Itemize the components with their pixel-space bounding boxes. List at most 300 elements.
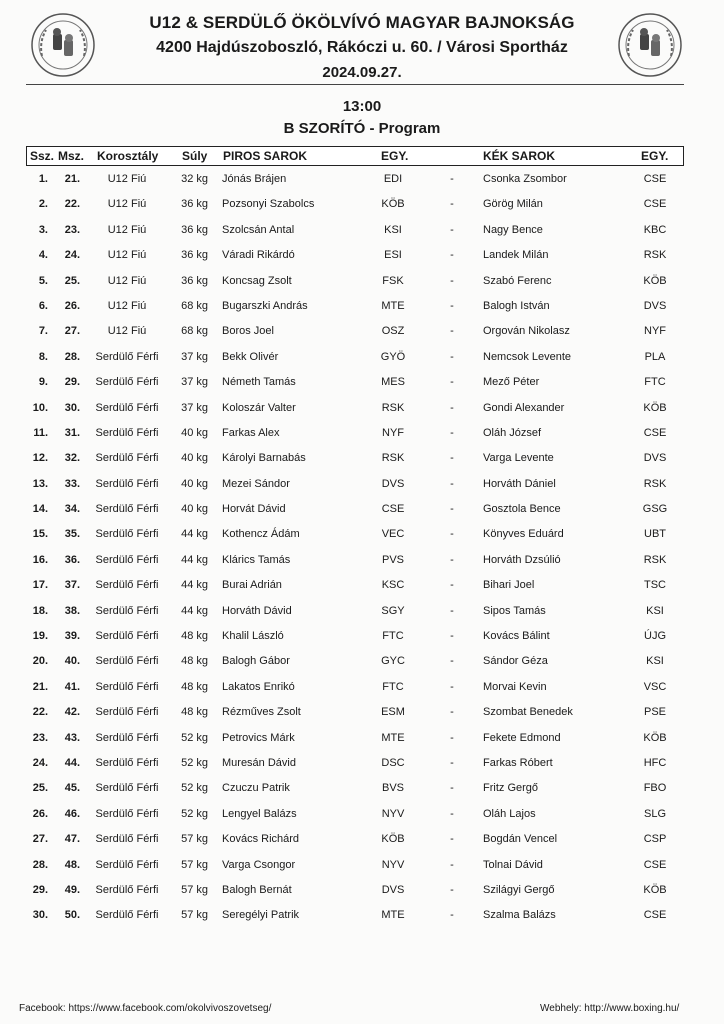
red-corner-boxer: Pozsonyi Szabolcs: [222, 198, 315, 211]
table-row: [0, 367, 724, 392]
age-category: Serdülő Férfi: [95, 604, 159, 617]
weight-class: 37 kg: [181, 376, 208, 389]
red-corner-club: ESM: [381, 706, 405, 719]
table-row: [0, 316, 724, 341]
age-category: U12 Fiú: [107, 249, 147, 262]
blue-corner-boxer: Kovács Bálint: [483, 630, 550, 643]
red-corner-boxer: Farkas Alex: [222, 426, 280, 439]
weight-class: 36 kg: [181, 274, 208, 287]
age-category: U12 Fiú: [107, 325, 147, 338]
red-corner-boxer: Varga Csongor: [222, 858, 296, 871]
red-corner-club: MTE: [381, 299, 405, 312]
blue-corner-club: CSE: [643, 858, 667, 871]
match-number: 32.: [64, 452, 80, 465]
red-corner-club: FTC: [382, 630, 404, 643]
age-category: Serdülő Férfi: [95, 782, 159, 795]
match-number: 39.: [64, 630, 80, 643]
age-category: Serdülő Férfi: [95, 528, 159, 541]
bout-number: 7.: [38, 325, 48, 338]
bout-number: 29.: [32, 883, 48, 896]
blue-corner-club: KÖB: [643, 401, 667, 414]
table-row: [0, 494, 724, 519]
bout-number: 1.: [38, 173, 48, 185]
table-row: [0, 164, 724, 189]
table-row: [0, 596, 724, 621]
match-number: 25.: [64, 274, 80, 287]
table-row: [0, 748, 724, 773]
table-row: [0, 875, 724, 900]
table-row: [0, 418, 724, 443]
red-corner-club: MTE: [381, 909, 405, 922]
weight-class: 40 kg: [181, 426, 208, 439]
blue-corner-boxer: Morvai Kevin: [483, 680, 547, 693]
bout-number: 8.: [38, 350, 48, 363]
red-corner-boxer: Klárics Tamás: [222, 553, 291, 566]
match-number: 37.: [64, 579, 80, 592]
weight-class: 48 kg: [181, 680, 208, 693]
age-category: U12 Fiú: [107, 274, 147, 287]
vs-separator: -: [450, 528, 454, 541]
vs-separator: -: [450, 680, 454, 693]
weight-class: 52 kg: [181, 807, 208, 820]
blue-corner-boxer: Gondi Alexander: [483, 401, 565, 414]
red-corner-boxer: Jónás Brájen: [222, 173, 287, 185]
blue-corner-boxer: Mező Péter: [483, 376, 540, 389]
bout-number: 5.: [38, 274, 48, 287]
age-category: U12 Fiú: [107, 299, 147, 312]
match-number: 24.: [64, 249, 80, 262]
match-number: 35.: [64, 528, 80, 541]
blue-corner-club: PSE: [643, 706, 666, 719]
age-category: Serdülő Férfi: [95, 909, 159, 922]
vs-separator: -: [450, 909, 454, 922]
match-number: 26.: [64, 299, 80, 312]
red-corner-club: MTE: [381, 731, 405, 744]
vs-separator: -: [450, 503, 454, 516]
table-row: [0, 266, 724, 291]
table-row: [0, 519, 724, 544]
red-corner-boxer: Muresán Dávid: [222, 756, 296, 769]
vs-separator: -: [450, 452, 454, 465]
blue-corner-club: KSI: [646, 655, 664, 668]
blue-corner-club: UBT: [644, 528, 666, 541]
col-egy-red: EGY.: [381, 149, 409, 163]
blue-corner-boxer: Szombat Benedek: [483, 706, 573, 719]
table-row: [0, 342, 724, 367]
col-msz: Msz.: [58, 149, 85, 163]
age-category: U12 Fiú: [107, 198, 147, 211]
red-corner-boxer: Czuczu Patrik: [222, 782, 290, 795]
vs-separator: -: [450, 198, 454, 211]
bout-number: 22.: [32, 706, 48, 719]
red-corner-boxer: Lakatos Enrikó: [222, 680, 295, 693]
match-number: 38.: [64, 604, 80, 617]
blue-corner-boxer: Tolnai Dávid: [483, 858, 543, 871]
bout-number: 11.: [33, 426, 48, 439]
age-category: Serdülő Férfi: [95, 706, 159, 719]
age-category: Serdülő Férfi: [95, 883, 159, 896]
red-corner-boxer: Németh Tamás: [222, 376, 296, 389]
vs-separator: -: [450, 249, 454, 262]
blue-corner-boxer: Szabó Ferenc: [483, 274, 552, 287]
weight-class: 40 kg: [181, 503, 208, 516]
red-corner-club: PVS: [381, 553, 404, 566]
age-category: U12 Fiú: [107, 223, 147, 236]
blue-corner-boxer: Nemcsok Levente: [483, 350, 572, 363]
table-row: [0, 393, 724, 418]
red-corner-club: FSK: [382, 274, 404, 287]
bout-number: 21.: [32, 680, 48, 693]
blue-corner-club: CSE: [643, 426, 667, 439]
bout-number: 16.: [32, 553, 48, 566]
col-egy-blue: EGY.: [641, 149, 669, 163]
vs-separator: -: [450, 731, 454, 744]
match-number: 43.: [64, 731, 80, 744]
match-number: 40.: [64, 655, 80, 668]
match-number: 21.: [64, 173, 80, 185]
blue-corner-boxer: Gosztola Bence: [483, 503, 561, 516]
red-corner-club: GYC: [381, 655, 405, 668]
blue-corner-boxer: Horváth Dzsúlió: [483, 553, 561, 566]
red-corner-boxer: Lengyel Balázs: [222, 807, 297, 820]
bout-number: 6.: [38, 299, 48, 312]
blue-corner-boxer: Bogdán Vencel: [483, 833, 558, 846]
blue-corner-club: CSE: [643, 198, 667, 211]
blue-corner-boxer: Szalma Balázs: [483, 909, 556, 922]
bout-number: 9.: [38, 376, 48, 389]
red-corner-boxer: Balogh Bernát: [222, 883, 292, 896]
blue-corner-club: DVS: [643, 452, 667, 465]
match-number: 47.: [64, 833, 80, 846]
blue-corner-boxer: Farkas Róbert: [483, 756, 553, 769]
table-row: [0, 545, 724, 570]
red-corner-boxer: Petrovics Márk: [222, 731, 295, 744]
vs-separator: -: [450, 299, 454, 312]
red-corner-boxer: Koncsag Zsolt: [222, 274, 292, 287]
vs-separator: -: [450, 350, 454, 363]
vs-separator: -: [450, 858, 454, 871]
red-corner-club: NYV: [381, 858, 405, 871]
red-corner-club: VEC: [381, 528, 405, 541]
bout-number: 30.: [32, 909, 48, 922]
table-row: [0, 723, 724, 748]
blue-corner-club: RSK: [643, 553, 667, 566]
match-number: 28.: [64, 350, 80, 363]
bout-number: 25.: [32, 782, 48, 795]
vs-separator: -: [450, 604, 454, 617]
match-number: 50.: [64, 909, 80, 922]
red-corner-club: MES: [381, 376, 405, 389]
red-corner-club: KÖB: [381, 198, 405, 211]
age-category: Serdülő Férfi: [95, 452, 159, 465]
match-number: 30.: [64, 401, 80, 414]
table-row: [0, 570, 724, 595]
weight-class: 44 kg: [181, 604, 208, 617]
age-category: Serdülő Férfi: [95, 630, 159, 643]
vs-separator: -: [450, 376, 454, 389]
weight-class: 57 kg: [181, 883, 208, 896]
vs-separator: -: [450, 401, 454, 414]
blue-corner-boxer: Könyves Eduárd: [483, 528, 564, 541]
red-corner-club: KÖB: [381, 833, 405, 846]
blue-corner-boxer: Balogh István: [483, 299, 550, 312]
red-corner-boxer: Seregélyi Patrik: [222, 909, 300, 922]
weight-class: 44 kg: [181, 553, 208, 566]
weight-class: 44 kg: [181, 528, 208, 541]
weight-class: 48 kg: [181, 655, 208, 668]
red-corner-boxer: Rézműves Zsolt: [222, 706, 301, 719]
blue-corner-club: RSK: [643, 249, 667, 262]
vs-separator: -: [450, 579, 454, 592]
red-corner-boxer: Károlyi Barnabás: [222, 452, 306, 465]
col-piros-sarok: PIROS SAROK: [223, 149, 308, 163]
blue-corner-club: HFC: [643, 756, 667, 769]
blue-corner-club: PLA: [644, 350, 666, 363]
age-category: Serdülő Férfi: [95, 858, 159, 871]
red-corner-boxer: Kothencz Ádám: [222, 528, 300, 541]
red-corner-club: DSC: [381, 756, 405, 769]
table-row: [0, 773, 724, 798]
blue-corner-club: RSK: [643, 477, 667, 490]
weight-class: 44 kg: [181, 579, 208, 592]
bout-number: 27.: [32, 833, 48, 846]
red-corner-club: NYV: [381, 807, 405, 820]
age-category: Serdülő Férfi: [95, 756, 159, 769]
vs-separator: -: [450, 274, 454, 287]
age-category: Serdülő Férfi: [95, 350, 159, 363]
session-time: 13:00: [342, 98, 382, 115]
col-suly: Súly: [182, 149, 208, 163]
age-category: U12 Fiú: [107, 173, 147, 185]
vs-separator: -: [450, 883, 454, 896]
red-corner-boxer: Koloszár Valter: [222, 401, 296, 414]
bout-number: 24.: [32, 756, 48, 769]
match-number: 41.: [64, 680, 80, 693]
red-corner-club: SGY: [381, 604, 405, 617]
weight-class: 36 kg: [181, 249, 208, 262]
header-divider: [26, 84, 684, 85]
weight-class: 52 kg: [181, 782, 208, 795]
weight-class: 57 kg: [181, 833, 208, 846]
red-corner-club: GYÖ: [380, 350, 406, 363]
table-row: [0, 443, 724, 468]
table-row: [0, 291, 724, 316]
vs-separator: -: [450, 223, 454, 236]
red-corner-boxer: Khalil László: [222, 630, 284, 643]
blue-corner-club: KSI: [646, 604, 664, 617]
red-corner-club: EDI: [383, 173, 403, 185]
bout-number: 28.: [32, 858, 48, 871]
match-number: 31.: [64, 426, 80, 439]
age-category: Serdülő Férfi: [95, 477, 159, 490]
table-row: [0, 799, 724, 824]
red-corner-boxer: Szolcsán Antal: [222, 223, 295, 236]
bout-number: 15.: [32, 528, 48, 541]
vs-separator: -: [450, 325, 454, 338]
age-category: Serdülő Férfi: [95, 680, 159, 693]
vs-separator: -: [450, 756, 454, 769]
weight-class: 48 kg: [181, 706, 208, 719]
blue-corner-boxer: Horváth Dániel: [483, 477, 556, 490]
blue-corner-boxer: Oláh Lajos: [483, 807, 536, 820]
table-header: [26, 146, 684, 166]
vs-separator: -: [450, 807, 454, 820]
blue-corner-club: FTC: [644, 376, 666, 389]
age-category: Serdülő Férfi: [95, 553, 159, 566]
vs-separator: -: [450, 477, 454, 490]
blue-corner-club: ÚJG: [644, 630, 666, 643]
vs-separator: -: [450, 553, 454, 566]
red-corner-club: RSK: [381, 401, 405, 414]
match-number: 27.: [64, 325, 80, 338]
match-number: 49.: [64, 883, 80, 896]
vs-separator: -: [450, 706, 454, 719]
bout-number: 14.: [32, 503, 48, 516]
red-corner-boxer: Bekk Olivér: [222, 350, 279, 363]
blue-corner-club: KÖB: [643, 731, 667, 744]
table-row: [0, 240, 724, 265]
red-corner-club: BVS: [381, 782, 404, 795]
red-corner-boxer: Kovács Richárd: [222, 833, 300, 846]
weight-class: 57 kg: [181, 909, 208, 922]
vs-separator: -: [450, 630, 454, 643]
table-row: [0, 215, 724, 240]
red-corner-club: FTC: [382, 680, 404, 693]
championship-title: U12 & SERDÜLŐ ÖKÖLVÍVÓ MAGYAR BAJNOKSÁG: [149, 13, 575, 32]
table-row: [0, 646, 724, 671]
venue-address: 4200 Hajdúszoboszló, Rákóczi u. 60. / Városi Sportház: [156, 39, 568, 56]
weight-class: 32 kg: [181, 173, 208, 185]
age-category: Serdülő Férfi: [95, 426, 159, 439]
bout-number: 23.: [32, 731, 48, 744]
age-category: Serdülő Férfi: [95, 655, 159, 668]
blue-corner-boxer: Sipos Tamás: [483, 604, 546, 617]
red-corner-club: KSI: [384, 223, 402, 236]
age-category: Serdülő Férfi: [95, 503, 159, 516]
blue-corner-boxer: Görög Milán: [483, 198, 543, 211]
bout-number: 10.: [32, 401, 48, 414]
red-corner-club: DVS: [381, 477, 405, 490]
match-number: 23.: [64, 223, 80, 236]
vs-separator: -: [450, 655, 454, 668]
blue-corner-club: TSC: [644, 579, 666, 592]
weight-class: 68 kg: [181, 299, 208, 312]
vs-separator: -: [450, 173, 454, 185]
red-corner-club: OSZ: [381, 325, 405, 338]
weight-class: 40 kg: [181, 477, 208, 490]
blue-corner-club: VSC: [643, 680, 667, 693]
age-category: Serdülő Férfi: [95, 731, 159, 744]
age-category: Serdülő Férfi: [95, 401, 159, 414]
red-corner-club: KSC: [381, 579, 405, 592]
bout-number: 17.: [32, 579, 48, 592]
blue-corner-boxer: Szilágyi Gergő: [483, 883, 555, 896]
bout-number: 3.: [38, 223, 48, 236]
blue-corner-club: FBO: [643, 782, 667, 795]
red-corner-boxer: Boros Joel: [222, 325, 274, 338]
match-number: 45.: [64, 782, 80, 795]
bout-number: 19.: [32, 630, 48, 643]
weight-class: 57 kg: [181, 858, 208, 871]
match-number: 48.: [64, 858, 80, 871]
match-number: 29.: [64, 376, 80, 389]
age-category: Serdülő Férfi: [95, 376, 159, 389]
table-row: [0, 697, 724, 722]
vs-separator: -: [450, 426, 454, 439]
col-ssz: Ssz.: [30, 149, 55, 163]
col-korosztaly: Korosztály: [97, 149, 159, 163]
blue-corner-club: NYF: [644, 325, 666, 338]
blue-corner-club: CSE: [643, 173, 667, 185]
table-row: [0, 672, 724, 697]
red-corner-boxer: Bugarszki András: [222, 299, 308, 312]
match-number: 44.: [64, 756, 80, 769]
red-corner-boxer: Horvát Dávid: [222, 503, 286, 516]
match-number: 42.: [64, 706, 80, 719]
bout-number: 4.: [38, 249, 48, 262]
red-corner-boxer: Horváth Dávid: [222, 604, 292, 617]
match-number: 22.: [64, 198, 80, 211]
bout-number: 2.: [38, 198, 48, 211]
bout-list: [0, 164, 724, 926]
blue-corner-club: GSG: [642, 503, 668, 516]
website-link[interactable]: Webhely: http://www.boxing.hu/: [540, 1003, 680, 1014]
weight-class: 37 kg: [181, 350, 208, 363]
blue-corner-club: KBC: [643, 223, 667, 236]
table-row: [0, 621, 724, 646]
match-number: 36.: [64, 553, 80, 566]
blue-corner-boxer: Fritz Gergő: [483, 782, 539, 795]
age-category: Serdülő Férfi: [95, 833, 159, 846]
table-row: [0, 469, 724, 494]
vs-separator: -: [450, 833, 454, 846]
table-row: [0, 900, 724, 925]
vs-separator: -: [450, 782, 454, 795]
bout-number: 18.: [32, 604, 48, 617]
blue-corner-club: CSE: [643, 909, 667, 922]
weight-class: 37 kg: [181, 401, 208, 414]
col-kek-sarok: KÉK SAROK: [483, 149, 556, 163]
match-number: 34.: [64, 503, 80, 516]
age-category: Serdülő Férfi: [95, 807, 159, 820]
weight-class: 52 kg: [181, 731, 208, 744]
program-title: B SZORÍTÓ - Program: [283, 120, 441, 137]
blue-corner-boxer: Orgován Nikolasz: [483, 325, 570, 338]
weight-class: 36 kg: [181, 223, 208, 236]
weight-class: 40 kg: [181, 452, 208, 465]
blue-corner-boxer: Nagy Bence: [483, 223, 543, 236]
age-category: Serdülő Férfi: [95, 579, 159, 592]
blue-corner-boxer: Bihari Joel: [483, 579, 535, 592]
bout-number: 12.: [32, 452, 48, 465]
red-corner-club: CSE: [381, 503, 405, 516]
table-row: [0, 850, 724, 875]
weight-class: 68 kg: [181, 325, 208, 338]
blue-corner-boxer: Varga Levente: [483, 452, 554, 465]
weight-class: 36 kg: [181, 198, 208, 211]
blue-corner-club: CSP: [643, 833, 667, 846]
table-row: [0, 824, 724, 849]
red-corner-boxer: Mezei Sándor: [222, 477, 290, 490]
facebook-link[interactable]: Facebook: https://www.facebook.com/okolvivoszovetseg/: [19, 1003, 272, 1014]
red-corner-club: RSK: [381, 452, 405, 465]
table-row: [0, 189, 724, 214]
match-number: 33.: [64, 477, 80, 490]
event-date: 2024.09.27.: [322, 64, 402, 81]
match-number: 46.: [64, 807, 80, 820]
bout-number: 26.: [32, 807, 48, 820]
red-corner-club: NYF: [382, 426, 404, 439]
